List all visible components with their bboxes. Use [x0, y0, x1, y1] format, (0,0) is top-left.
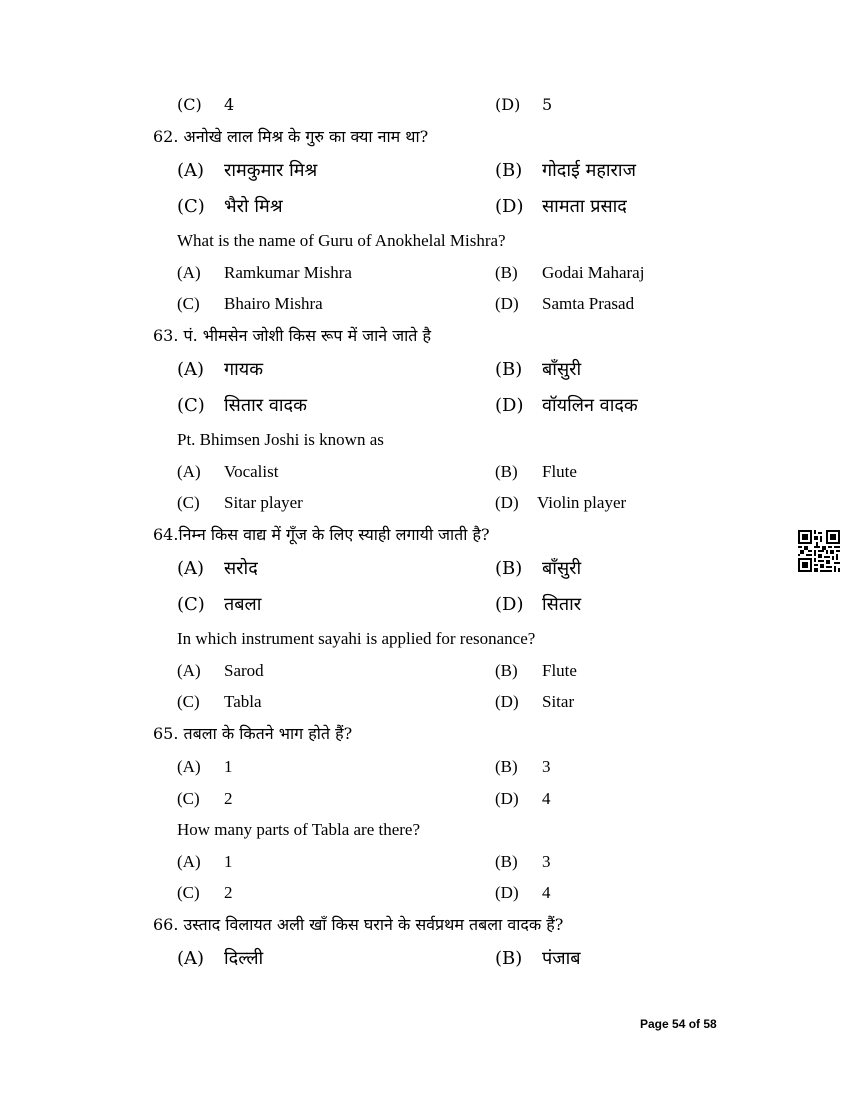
- question-64-english: In which instrument sayahi is applied for resonance?: [177, 629, 536, 648]
- option-text: सितार वादक: [224, 395, 307, 416]
- option-label: (B): [495, 852, 518, 871]
- option-row: [0, 556, 850, 582]
- option-label: (A): [177, 852, 201, 871]
- option-text: गोदाई महाराज: [542, 160, 636, 181]
- option-text: 2: [224, 789, 233, 808]
- option-text: Vocalist: [224, 462, 279, 481]
- option-label: (A): [177, 462, 201, 481]
- option-row: [0, 490, 850, 516]
- question-63-english: Pt. Bhimsen Joshi is known as: [177, 430, 384, 449]
- qr-code-icon: [798, 530, 840, 572]
- option-label: (D): [495, 883, 519, 902]
- option-text: 5: [542, 95, 553, 114]
- option-text: Tabla: [224, 692, 262, 711]
- option-text: Bhairo Mishra: [224, 294, 323, 313]
- option-label: (B): [495, 757, 518, 776]
- page-number: Page 54 of 58: [640, 1017, 717, 1031]
- option-text: सरोद: [224, 558, 258, 579]
- option-row: [0, 459, 850, 485]
- option-row: [0, 357, 850, 383]
- option-label: (C): [177, 692, 200, 711]
- option-label: (C): [177, 594, 205, 615]
- option-text: Samta Prasad: [542, 294, 635, 313]
- option-label: (C): [177, 95, 202, 114]
- option-label: (A): [177, 757, 201, 776]
- option-label: (A): [177, 160, 205, 181]
- option-label: (D): [495, 95, 521, 114]
- question-62-english: What is the name of Guru of Anokhelal Mishra?: [177, 231, 506, 250]
- option-text: 4: [542, 789, 551, 808]
- option-label: (C): [177, 395, 205, 416]
- option-label: (C): [177, 196, 205, 217]
- question-63-hindi: 63. पं. भीमसेन जोशी किस रूप में जाने जाते है: [153, 326, 431, 345]
- option-text: 3: [542, 852, 551, 871]
- option-row: [0, 754, 850, 780]
- option-row: [0, 260, 850, 286]
- option-label: (B): [495, 558, 523, 579]
- option-row: [0, 158, 850, 184]
- option-text: सितार: [542, 594, 582, 615]
- option-text: Flute: [542, 661, 577, 680]
- option-text: रामकुमार मिश्र: [224, 160, 318, 181]
- option-text: बाँसुरी: [542, 359, 582, 380]
- question-65-hindi: 65. तबला के कितने भाग होते हैं?: [153, 724, 353, 743]
- option-text: 2: [224, 883, 233, 902]
- option-label: (B): [495, 263, 518, 282]
- option-text: 1: [224, 757, 233, 776]
- option-row: [0, 689, 850, 715]
- option-text: बाँसुरी: [542, 558, 582, 579]
- option-text: Sitar player: [224, 493, 303, 512]
- option-row: [0, 946, 850, 972]
- option-text: 3: [542, 757, 551, 776]
- option-label: (D): [495, 196, 524, 217]
- option-label: (C): [177, 294, 200, 313]
- option-row: [0, 658, 850, 684]
- option-label: (C): [177, 883, 200, 902]
- option-label: (D): [495, 493, 519, 512]
- option-label: (D): [495, 594, 524, 615]
- option-text: भैरो मिश्र: [224, 196, 283, 217]
- option-row: [0, 92, 850, 118]
- option-label: (D): [495, 395, 524, 416]
- option-label: (B): [495, 359, 523, 380]
- option-label: (A): [177, 359, 205, 380]
- option-label: (B): [495, 462, 518, 481]
- question-64-hindi: 64.निम्न किस वाद्य में गूँज के लिए स्याही लगायी जाती है?: [153, 525, 490, 544]
- option-label: (A): [177, 263, 201, 282]
- option-text: Ramkumar Mishra: [224, 263, 352, 282]
- option-text: सामता प्रसाद: [542, 196, 627, 217]
- option-label: (B): [495, 160, 523, 181]
- option-text: 4: [542, 883, 551, 902]
- option-text: Violin player: [537, 493, 627, 512]
- option-label: (D): [495, 692, 519, 711]
- option-label: (B): [495, 661, 518, 680]
- option-text: गायक: [224, 359, 264, 380]
- question-62-hindi: 62. अनोखे लाल मिश्र के गुरु का क्या नाम था?: [153, 127, 429, 146]
- option-text: 4: [224, 95, 235, 114]
- option-row: [0, 786, 850, 812]
- option-label: (A): [177, 558, 205, 579]
- option-text: वॉयलिन वादक: [542, 395, 638, 416]
- option-label: (A): [177, 948, 205, 969]
- option-row: [0, 849, 850, 875]
- option-text: पंजाब: [542, 948, 581, 969]
- option-row: [0, 291, 850, 317]
- option-text: Flute: [542, 462, 577, 481]
- option-text: Sitar: [542, 692, 575, 711]
- option-row: [0, 393, 850, 419]
- option-text: 1: [224, 852, 233, 871]
- option-label: (A): [177, 661, 201, 680]
- option-label: (B): [495, 948, 523, 969]
- option-label: (C): [177, 493, 200, 512]
- option-row: [0, 880, 850, 906]
- option-text: तबला: [224, 594, 262, 615]
- question-65-english: How many parts of Tabla are there?: [177, 820, 421, 839]
- option-label: (D): [495, 789, 519, 808]
- option-row: [0, 592, 850, 618]
- option-row: [0, 194, 850, 220]
- option-text: Sarod: [224, 661, 264, 680]
- option-text: Godai Maharaj: [542, 263, 645, 282]
- option-label: (D): [495, 294, 519, 313]
- option-label: (C): [177, 789, 200, 808]
- option-text: दिल्ली: [224, 948, 264, 969]
- question-66-hindi: 66. उस्ताद विलायत अली खाँ किस घराने के सर्वप्रथम तबला वादक हैं?: [153, 915, 564, 934]
